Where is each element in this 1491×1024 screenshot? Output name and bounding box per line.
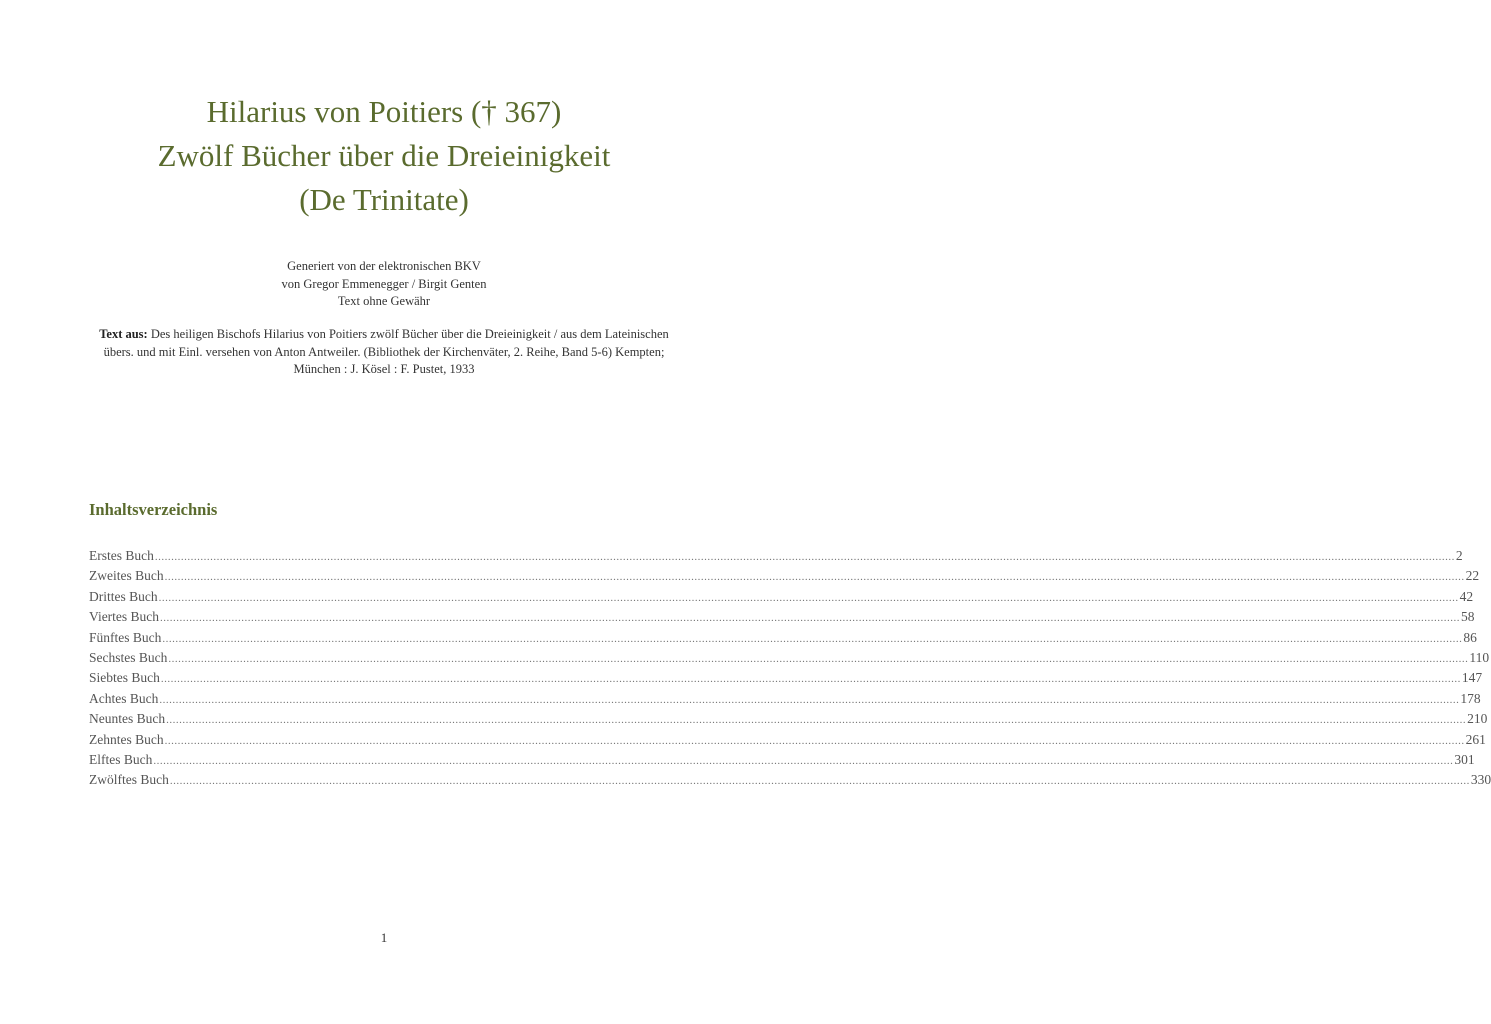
generation-line-3: Text ohne Gewähr	[337, 294, 431, 308]
toc-entry[interactable]	[89, 731, 1486, 752]
toc-entry-title: Achtes Buch	[89, 690, 159, 706]
toc-dot-leader: ................................................................................................................................................................................................................................................................................................................................................................................................................	[169, 775, 1470, 788]
generation-info	[0, 258, 768, 311]
toc-entry[interactable]	[89, 670, 1483, 690]
toc-entry-page: 178	[1460, 690, 1481, 706]
toc-dot-leader: ................................................................................................................................................................................................................................................................................................................................................................................................................	[162, 632, 1463, 645]
page-number: 1	[380, 930, 388, 945]
toc-heading: Inhaltsverzeichnis	[89, 500, 218, 519]
toc-entry-title: Zweites Buch	[89, 568, 164, 584]
toc-entry-page: 301	[1454, 751, 1475, 767]
toc-entry-title: Viertes Buch	[89, 609, 160, 625]
toc-entry[interactable]	[89, 548, 1463, 568]
toc-entry[interactable]	[89, 609, 1475, 629]
toc-dot-leader: ................................................................................................................................................................................................................................................................................................................................................................................................................	[168, 652, 1469, 665]
toc-entry-title: Fünftes Buch	[89, 629, 162, 645]
title-line-2: Zwölf Bücher über die Dreieinigkeit	[157, 138, 611, 173]
toc-dot-leader: ................................................................................................................................................................................................................................................................................................................................................................................................................	[158, 591, 1459, 604]
toc-entry-page: 2	[1455, 548, 1463, 563]
toc-dot-leader: ................................................................................................................................................................................................................................................................................................................................................................................................................	[166, 714, 1467, 727]
toc-entry[interactable]	[89, 649, 1490, 670]
toc-entry-page: 110	[1469, 649, 1490, 665]
toc-entry[interactable]	[89, 629, 1477, 650]
toc-entry-title: Drittes Buch	[89, 588, 158, 604]
toc-dot-leader: ................................................................................................................................................................................................................................................................................................................................................................................................................	[159, 693, 1460, 706]
toc-entry-title: Elftes Buch	[89, 751, 153, 767]
toc-entry-title: Siebtes Buch	[89, 670, 160, 686]
source-label: Text aus:	[99, 327, 148, 341]
title-line-3: (De Trinitate)	[299, 182, 469, 217]
toc-dot-leader: ................................................................................................................................................................................................................................................................................................................................................................................................................	[160, 612, 1461, 625]
toc-entry-page: 261	[1465, 731, 1486, 747]
toc-entry-page: 210	[1467, 711, 1488, 727]
generation-line-1: Generiert von der elektronischen BKV	[287, 259, 481, 273]
generation-line-2: von Gregor Emmenegger / Birgit Genten	[281, 276, 487, 291]
toc-dot-leader: ................................................................................................................................................................................................................................................................................................................................................................................................................	[160, 673, 1461, 686]
toc-entry-page: 330	[1470, 772, 1491, 788]
toc-entry[interactable]	[89, 751, 1475, 772]
toc-entry-page: 42	[1459, 588, 1474, 604]
toc-entry-page: 22	[1465, 568, 1480, 584]
toc-entry[interactable]	[89, 690, 1481, 711]
document-title	[0, 90, 768, 222]
toc-entry-page: 86	[1463, 629, 1477, 645]
toc-entry[interactable]	[89, 588, 1474, 609]
toc-entry-title: Neuntes Buch	[89, 711, 166, 727]
toc-entry[interactable]	[89, 772, 1491, 792]
source-citation	[90, 326, 678, 379]
toc-dot-leader: ................................................................................................................................................................................................................................................................................................................................................................................................................	[154, 551, 1455, 563]
toc-dot-leader: ................................................................................................................................................................................................................................................................................................................................................................................................................	[153, 754, 1454, 767]
toc-entry-page: 147	[1461, 670, 1483, 686]
toc-entry-title: Zehntes Buch	[89, 731, 164, 747]
toc-dot-leader: ................................................................................................................................................................................................................................................................................................................................................................................................................	[164, 734, 1465, 747]
toc-entry[interactable]	[89, 711, 1488, 731]
toc-entry-title: Zwölftes Buch	[89, 772, 169, 788]
toc-entry-title: Sechstes Buch	[89, 649, 168, 665]
toc-entry-page: 58	[1461, 609, 1475, 625]
title-line-1: Hilarius von Poitiers († 367)	[206, 94, 562, 129]
toc-dot-leader: ................................................................................................................................................................................................................................................................................................................................................................................................................	[164, 571, 1465, 584]
table-of-contents	[89, 548, 1491, 793]
source-text: Des heiligen Bischofs Hilarius von Poitiers zwölf Bücher über die Dreieinigkeit / aus dem Lateinischen übers. und mit Einl. versehen von Anton Antweiler. (Bibliothek der Kirchenväter, 2. Reihe, Band 5-6) Kempten; München : J. Kösel : F. Pustet, 1933	[103, 327, 669, 376]
toc-entry-title: Erstes Buch	[89, 548, 154, 563]
toc-entry[interactable]	[89, 568, 1480, 588]
